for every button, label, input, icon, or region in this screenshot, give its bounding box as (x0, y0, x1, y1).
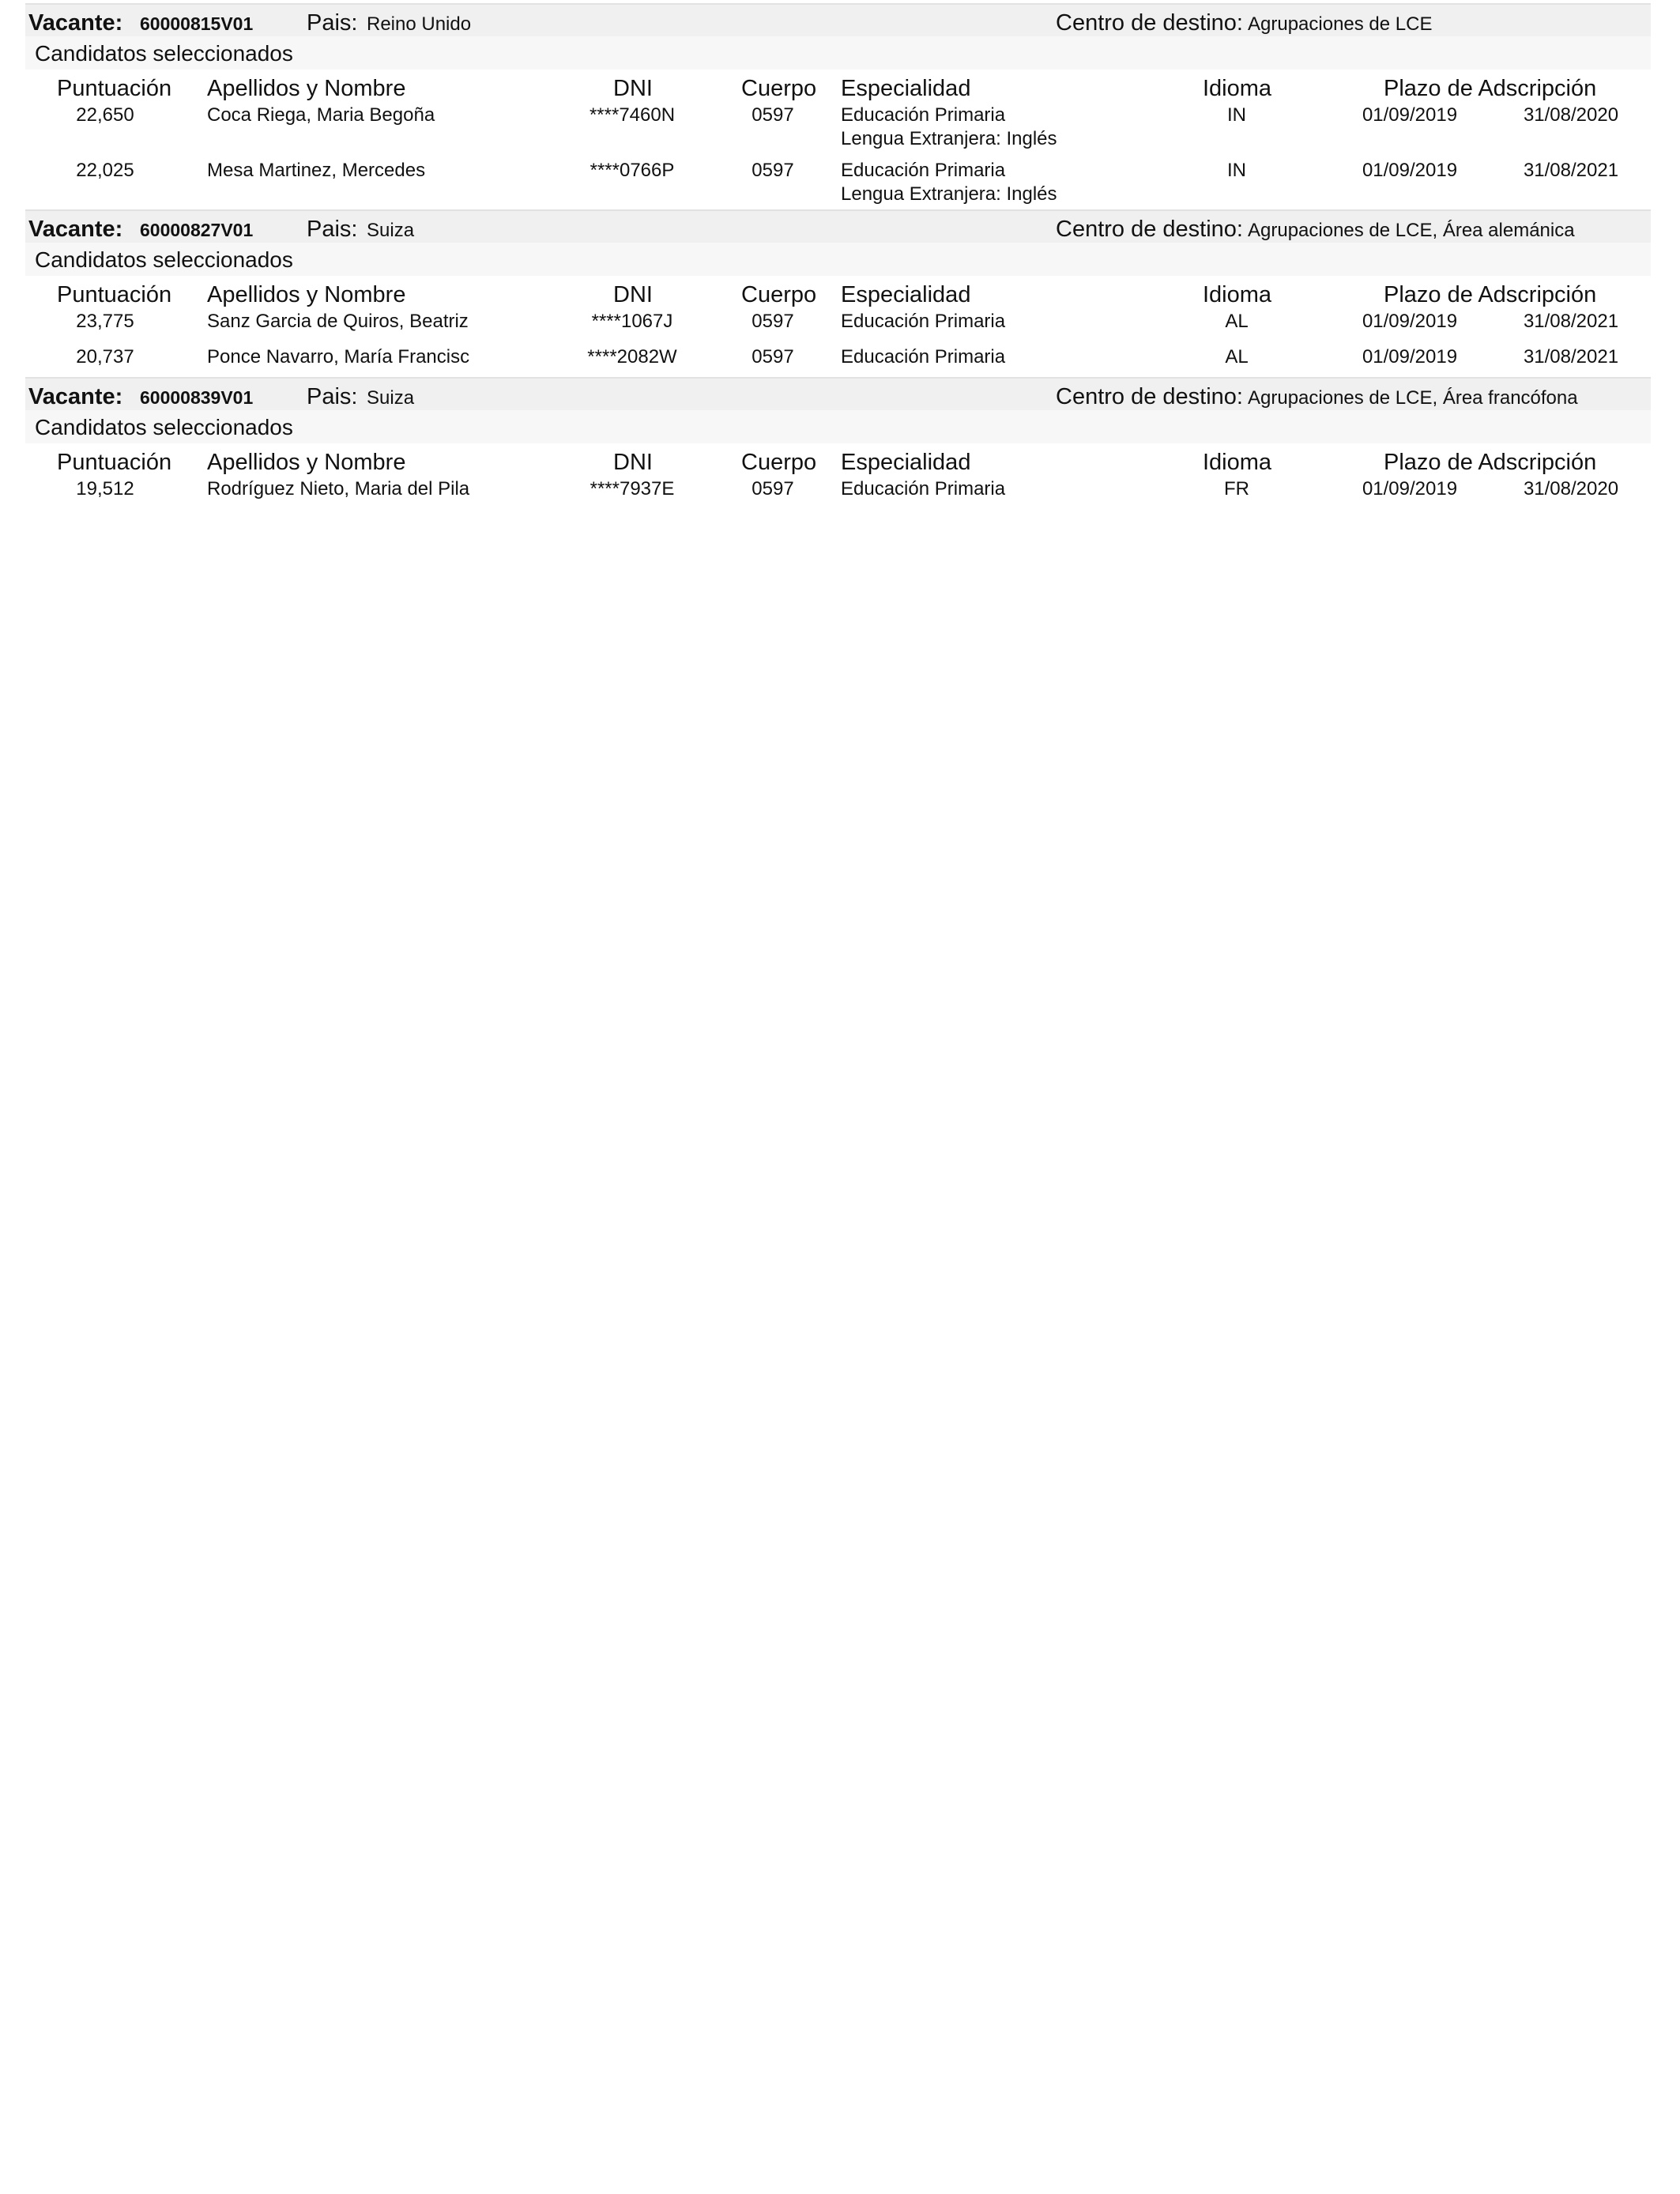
cell-especialidad: Educación Primaria (841, 478, 1006, 499)
candidatos-label: Candidatos seleccionados (35, 41, 293, 66)
cell-dni: ****7937E (590, 478, 675, 499)
header-nombre: Apellidos y Nombre (207, 282, 406, 307)
cell-especialidad-line2: Lengua Extranjera: Inglés (841, 183, 1057, 205)
header-plazo: Plazo de Adscripción (1384, 76, 1597, 101)
cell-nombre: Coca Riega, Maria Begoña (207, 104, 435, 126)
header-cuerpo: Cuerpo (741, 76, 817, 101)
cell-fecha-desde: 01/09/2019 (1362, 160, 1458, 181)
header-cuerpo: Cuerpo (741, 450, 817, 475)
centro-value: Agrupaciones de LCE, Área francófona (1248, 387, 1578, 409)
cell-puntuacion: 19,512 (76, 478, 134, 499)
cell-idioma: IN (1227, 104, 1246, 126)
vacante-code: 60000815V01 (140, 13, 254, 34)
cell-cuerpo: 0597 (751, 478, 794, 499)
centro-label: Centro de destino: (1056, 10, 1243, 36)
vacante-label: Vacante: (28, 217, 123, 242)
column-headers (25, 443, 1651, 478)
vacante-header (25, 377, 1651, 410)
cell-idioma: IN (1227, 160, 1246, 181)
header-nombre: Apellidos y Nombre (207, 450, 406, 475)
vacante-code: 60000827V01 (140, 220, 254, 240)
centro-value: Agrupaciones de LCE (1248, 13, 1433, 35)
centro-label: Centro de destino: (1056, 217, 1243, 242)
cell-fecha-desde: 01/09/2019 (1362, 104, 1458, 126)
header-nombre: Apellidos y Nombre (207, 76, 406, 101)
cell-cuerpo: 0597 (751, 311, 794, 332)
header-dni: DNI (613, 282, 653, 307)
cell-idioma: AL (1225, 311, 1249, 332)
cell-puntuacion: 22,650 (76, 104, 134, 126)
cell-cuerpo: 0597 (751, 160, 794, 181)
vacante-section (25, 377, 1651, 513)
pais-value: Suiza (367, 220, 415, 241)
pais-value: Suiza (367, 387, 415, 409)
column-headers (25, 276, 1651, 311)
cell-idioma: AL (1225, 346, 1249, 368)
cell-idioma: FR (1224, 478, 1249, 499)
cell-fecha-hasta: 31/08/2020 (1523, 478, 1619, 499)
cell-fecha-hasta: 31/08/2021 (1523, 160, 1619, 181)
cell-puntuacion: 20,737 (76, 346, 134, 368)
header-dni: DNI (613, 76, 653, 101)
pais-label: Pais: (307, 10, 358, 36)
candidatos-label: Candidatos seleccionados (35, 415, 293, 439)
cell-especialidad: Educación Primaria (841, 160, 1006, 181)
header-idioma: Idioma (1203, 76, 1272, 101)
cell-especialidad-line2: Lengua Extranjera: Inglés (841, 128, 1057, 149)
table-row (25, 104, 1651, 160)
vacante-section (25, 209, 1651, 381)
cell-fecha-desde: 01/09/2019 (1362, 346, 1458, 368)
cell-especialidad: Educación Primaria (841, 346, 1006, 368)
candidatos-title (25, 410, 1651, 443)
table-row (25, 311, 1651, 346)
table-row (25, 346, 1651, 381)
cell-nombre: Sanz Garcia de Quiros, Beatriz (207, 311, 469, 332)
header-puntuacion: Puntuación (57, 450, 172, 475)
table-row (25, 478, 1651, 513)
cell-dni: ****2082W (587, 346, 677, 368)
cell-especialidad: Educación Primaria (841, 311, 1006, 332)
cell-especialidad: Educación Primaria (841, 104, 1006, 126)
vacante-code: 60000839V01 (140, 387, 254, 408)
header-especialidad: Especialidad (841, 450, 971, 475)
header-cuerpo: Cuerpo (741, 282, 817, 307)
pais-value: Reino Unido (367, 13, 472, 35)
vacante-header (25, 209, 1651, 243)
cell-cuerpo: 0597 (751, 104, 794, 126)
vacante-header (25, 3, 1651, 36)
pais-label: Pais: (307, 384, 358, 409)
pais-label: Pais: (307, 217, 358, 242)
cell-fecha-desde: 01/09/2019 (1362, 478, 1458, 499)
vacante-label: Vacante: (28, 384, 123, 409)
cell-puntuacion: 22,025 (76, 160, 134, 181)
centro-label: Centro de destino: (1056, 384, 1243, 409)
vacante-label: Vacante: (28, 10, 123, 36)
candidatos-label: Candidatos seleccionados (35, 247, 293, 272)
header-especialidad: Especialidad (841, 282, 971, 307)
header-puntuacion: Puntuación (57, 76, 172, 101)
table-row (25, 160, 1651, 209)
cell-dni: ****1067J (591, 311, 673, 332)
header-especialidad: Especialidad (841, 76, 971, 101)
cell-nombre: Mesa Martinez, Mercedes (207, 160, 426, 181)
cell-dni: ****7460N (589, 104, 676, 126)
candidatos-title (25, 36, 1651, 70)
centro-value: Agrupaciones de LCE, Área alemánica (1248, 220, 1575, 241)
cell-fecha-desde: 01/09/2019 (1362, 311, 1458, 332)
column-headers (25, 70, 1651, 104)
header-puntuacion: Puntuación (57, 282, 172, 307)
cell-fecha-hasta: 31/08/2021 (1523, 346, 1619, 368)
header-plazo: Plazo de Adscripción (1384, 282, 1597, 307)
header-idioma: Idioma (1203, 450, 1272, 475)
vacante-section (25, 3, 1651, 209)
header-plazo: Plazo de Adscripción (1384, 450, 1597, 475)
header-dni: DNI (613, 450, 653, 475)
header-idioma: Idioma (1203, 282, 1272, 307)
cell-nombre: Rodríguez Nieto, Maria del Pila (207, 478, 470, 499)
cell-puntuacion: 23,775 (76, 311, 134, 332)
cell-fecha-hasta: 31/08/2020 (1523, 104, 1619, 126)
candidatos-title (25, 243, 1651, 276)
cell-fecha-hasta: 31/08/2021 (1523, 311, 1619, 332)
cell-dni: ****0766P (590, 160, 675, 181)
cell-cuerpo: 0597 (751, 346, 794, 368)
cell-nombre: Ponce Navarro, María Francisc (207, 346, 470, 368)
